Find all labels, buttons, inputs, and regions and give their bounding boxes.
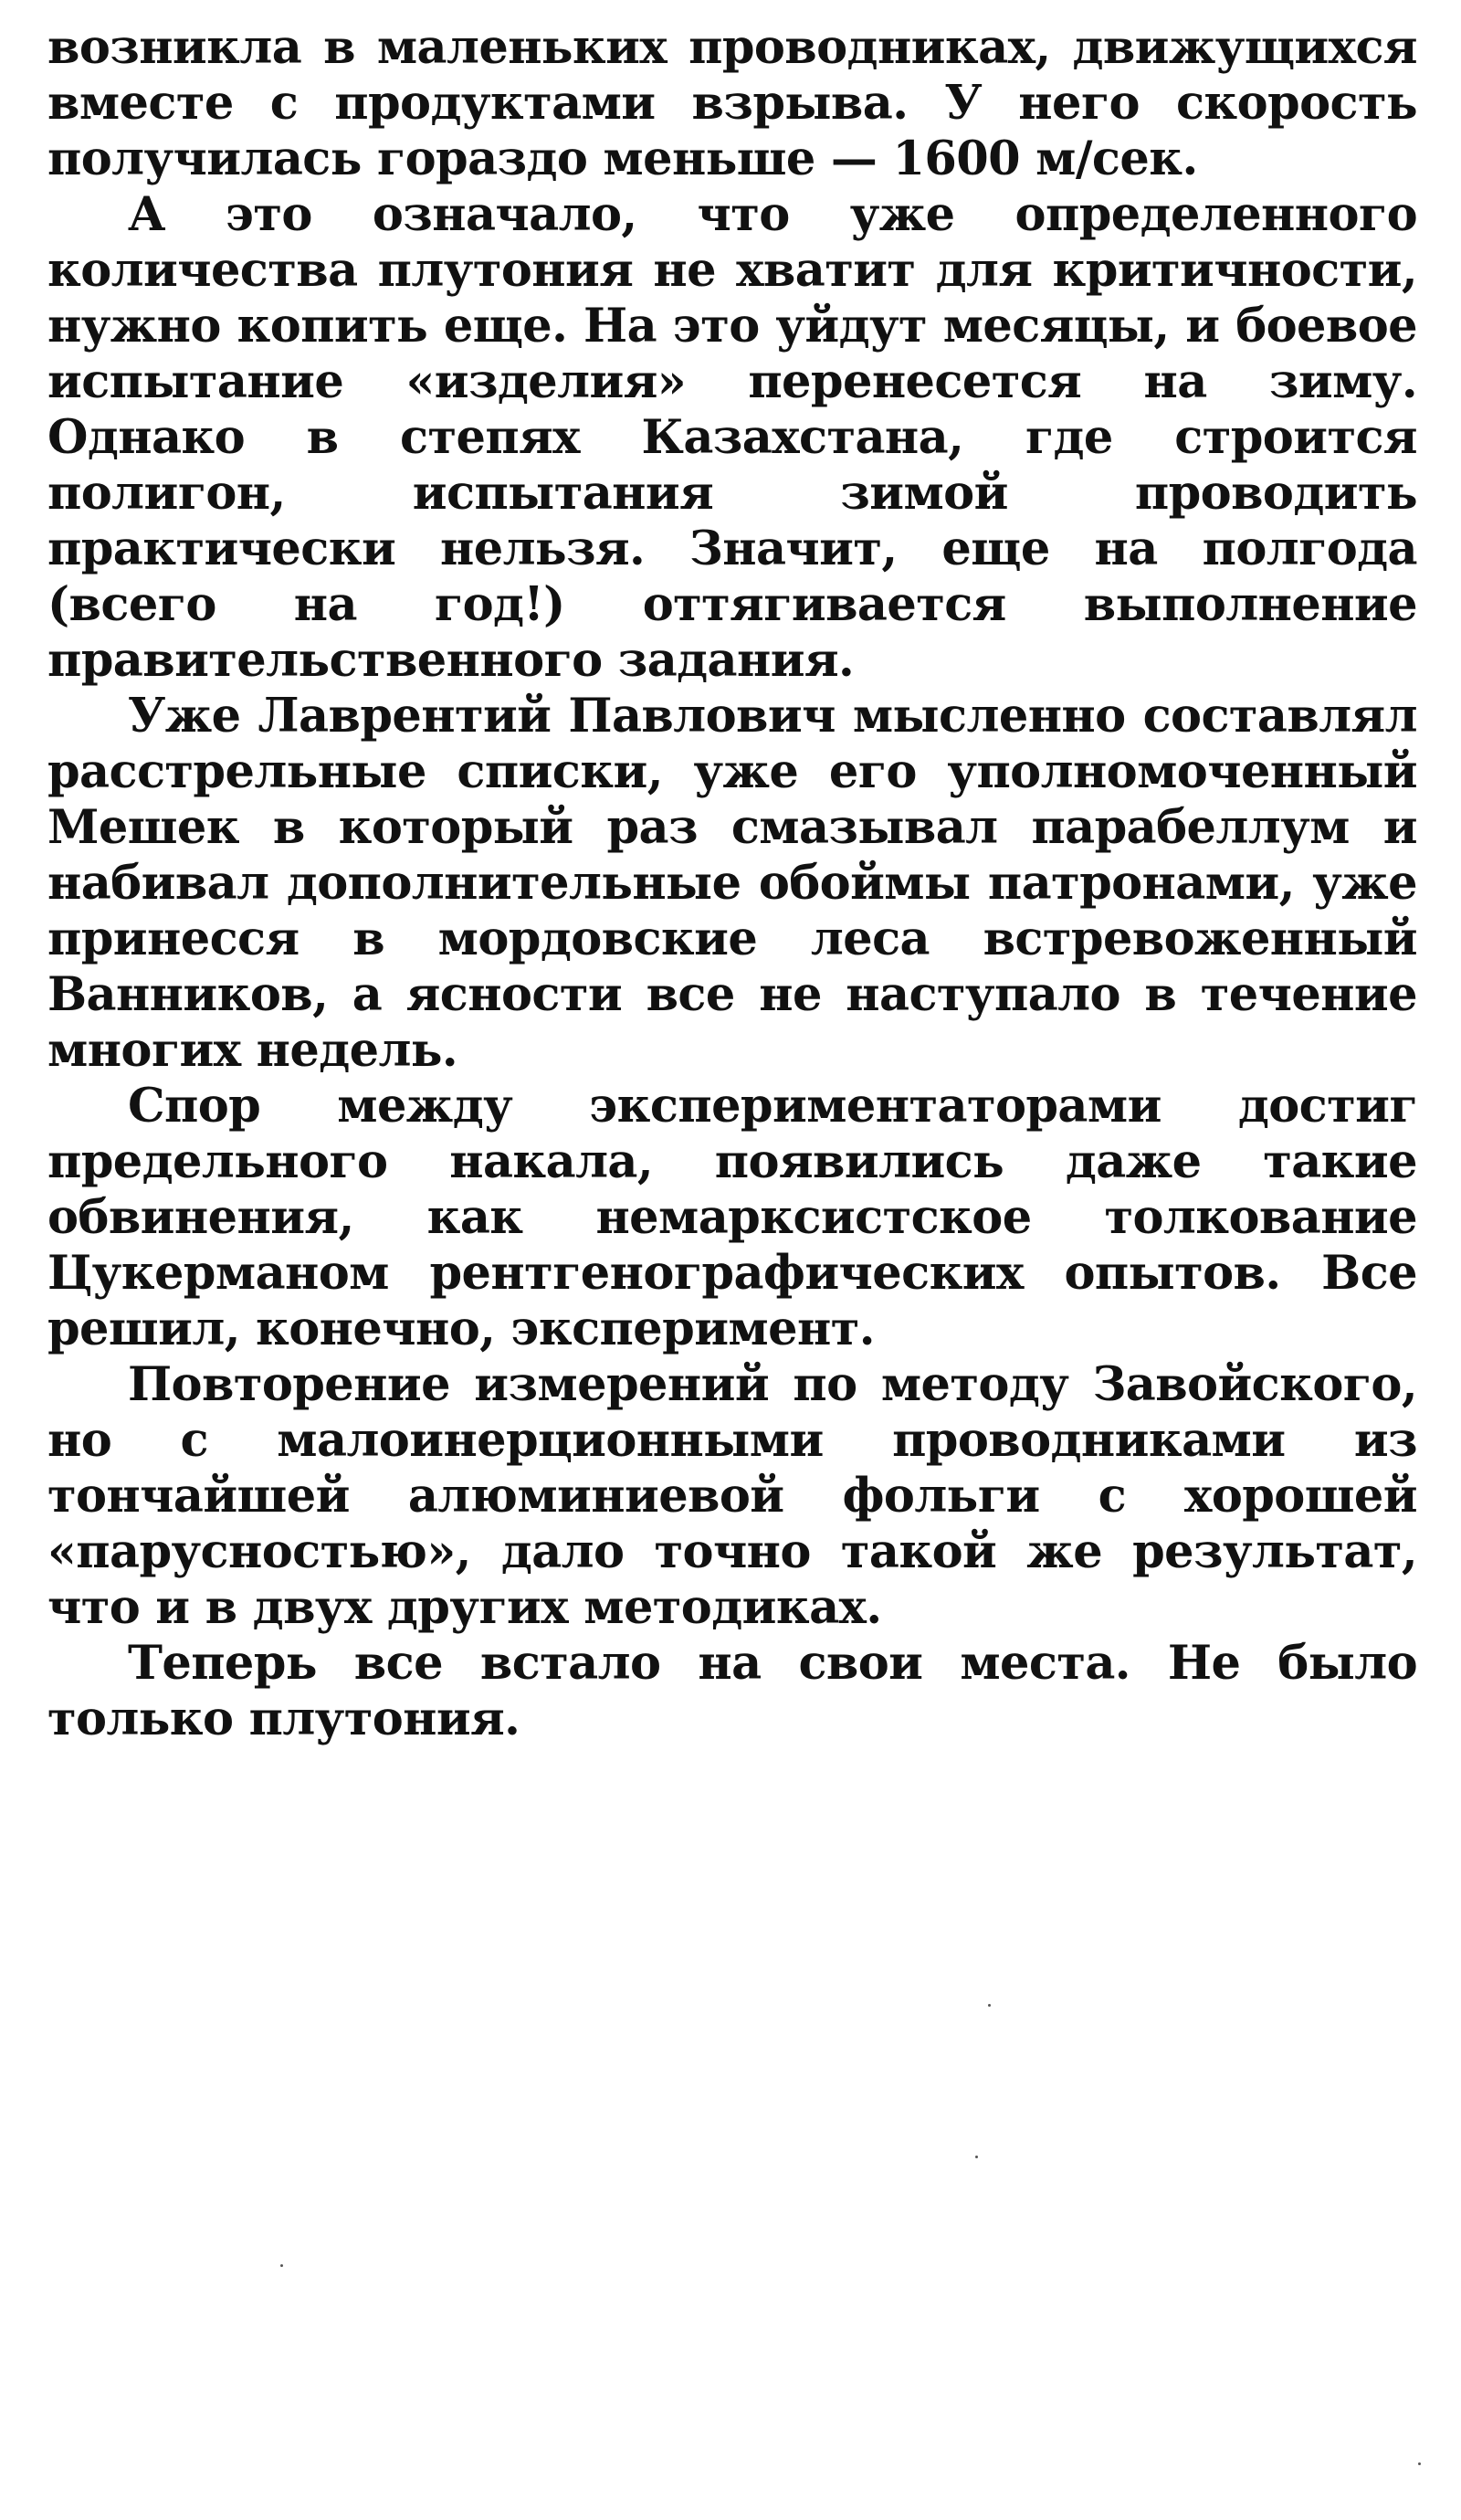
paragraph-6: Теперь все встало на свои места. Не было только плутония. <box>47 1636 1417 1746</box>
paragraph-1: возникла в маленьких проводниках, движущихся вместе с продуктами взрыва. У него скорость получилась гораздо меньше — 1600 м/сек. <box>47 20 1417 186</box>
scan-speck <box>1418 2462 1421 2465</box>
paragraph-2: А это означало, что уже определенного количества плутония не хватит для критичности, нужно копить еще. На это уйдут месяцы, и боевое испытание «изделия» перенесется на зиму. Однако в степях Казахстана, где строится полигон, испытания зимой проводить практически нельзя. Значит, еще на полгода (всего на год!) оттягивается выполнение правительственного задания. <box>47 187 1417 688</box>
paragraph-3: Уже Лаврентий Павлович мысленно составлял расстрельные списки, уже его уполномоченный Мешек в который раз смазывал парабеллум и набивал дополнительные обоймы патронами, уже принесся в мордовские леса встревоженный Ванников, а ясности все не наступало в течение многих недель. <box>47 689 1417 1078</box>
scan-speck <box>280 2264 283 2267</box>
paragraph-4: Спор между экспериментаторами достиг предельного накала, появились даже такие обвинения, как немарксистское толкование Цукерманом рентгенографических опытов. Все решил, конечно, эксперимент. <box>47 1079 1417 1356</box>
paragraph-5: Повторение измерений по методу Завойского, но с малоинерционными проводниками из тончайшей алюминиевой фольги с хорошей «парусностью», дало точно такой же результат, что и в двух других методиках. <box>47 1357 1417 1635</box>
scan-speck <box>988 2004 991 2007</box>
scan-speck <box>975 2156 978 2158</box>
page-text <box>47 20 1417 1747</box>
